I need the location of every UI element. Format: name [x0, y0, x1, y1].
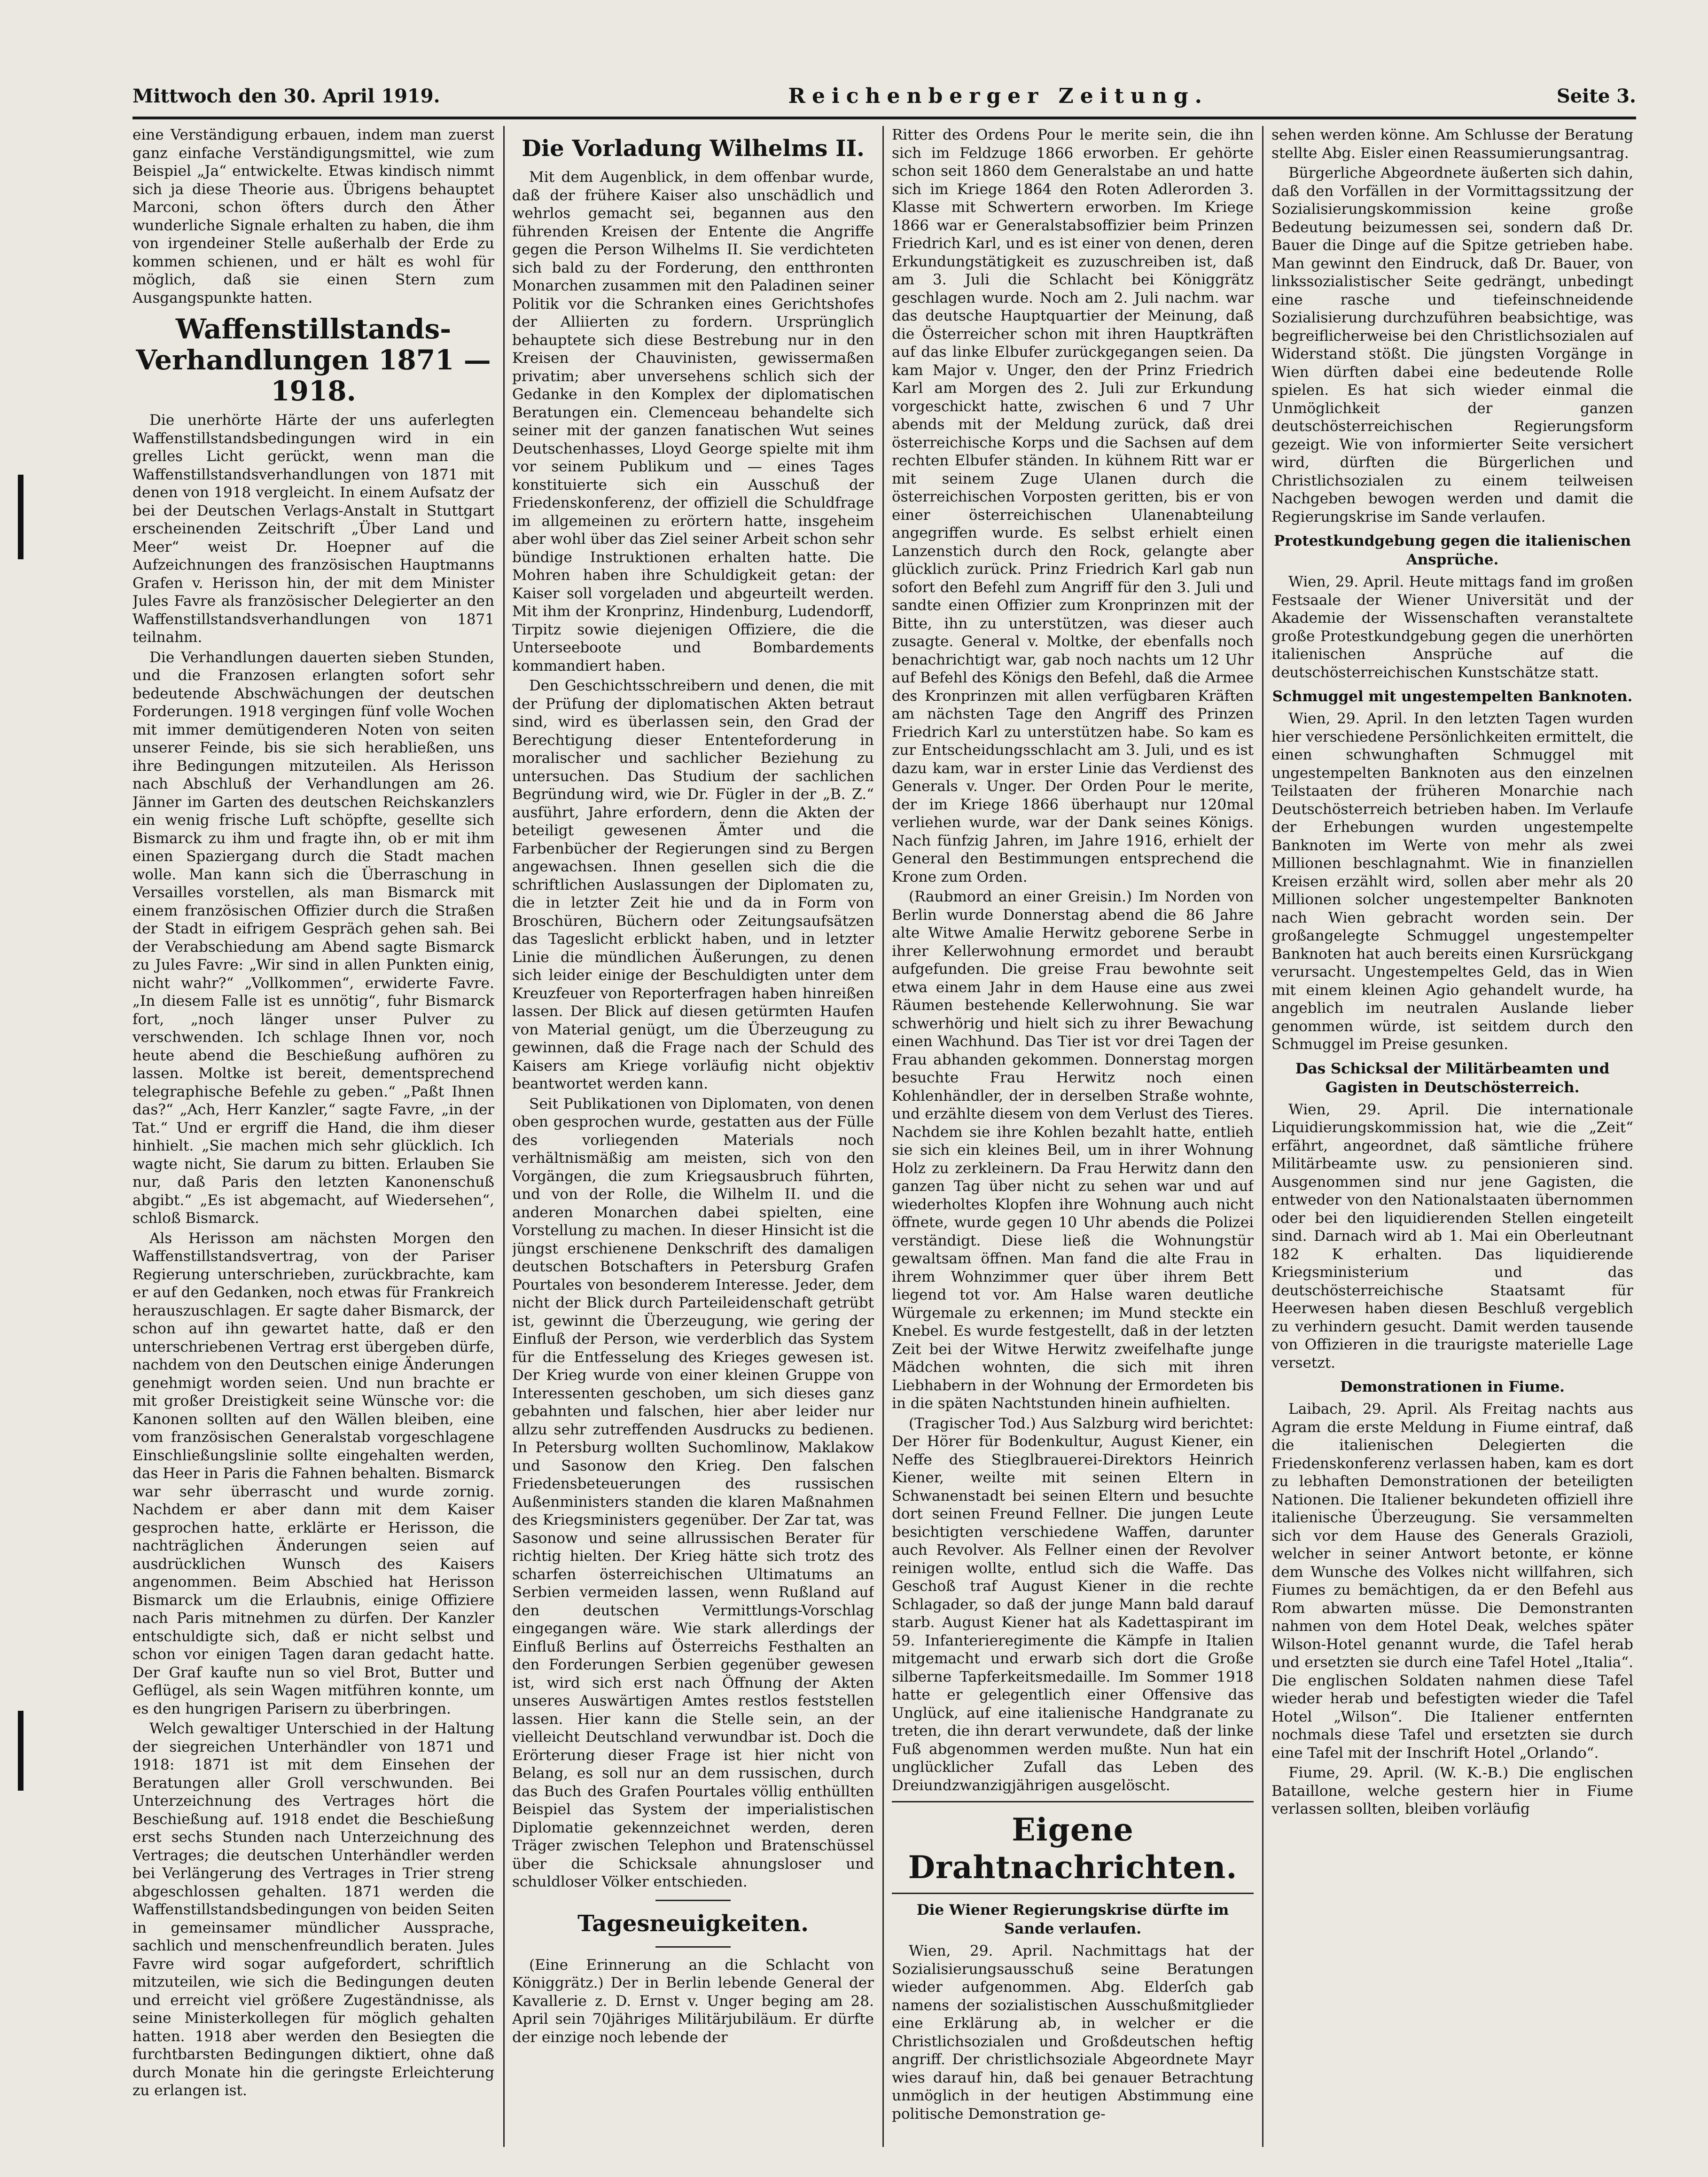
page-header — [133, 79, 1636, 113]
column-rule — [1262, 126, 1263, 2147]
article-subheading: Das Schicksal der Militärbeamten und Gagisten in Deutschösterreich. — [1295, 1060, 1610, 1096]
paragraph: Wien, 29. April. Heute mittags fand im großen Festsaale der Wiener Universität und der Akademie der Wissenschaften veranstaltete große Protestkundgebung gegen die unerhörten italienischen Ansprüche auf die deutschösterreichischen Kunstschätze statt. — [1271, 573, 1633, 681]
section-heading: Eigene Drahtnachrichten. — [908, 1811, 1238, 1886]
masthead: Reichenberger Zeitung. — [788, 84, 1209, 108]
article-heading: Die Vorladung Wilhelms II. — [522, 135, 865, 162]
article-subheading: Die Wiener Regierungskrise dürfte im Sande verlaufen. — [916, 1902, 1229, 1937]
article-subheading: Demonstrationen in Fiume. — [1340, 1378, 1565, 1395]
paragraph: Seit Publikationen von Diplomaten, von denen oben gesprochen wurde, gestatten aus der Fülle des vorliegenden Materials noch verhältnismäßig am meisten, sich von den Vorgängen, die zum Kriegsausbruch führten, und von der Rolle, die Wilhelm II. und die anderen Monarchen dabei spielten, eine Vorstellung zu machen. In dieser Hinsicht ist die jüngst erschienene Denkschrift des damaligen deutschen Botschafters in Petersburg Grafen Pourtales von besonderem Interesse. Jeder, dem nicht der Blick durch Parteileidenschaft getrübt ist, gewinnt die Überzeugung, wie gering der Einfluß der Person, wie verderblich das System für die Entfesselung des Krieges gewesen ist. Der Krieg wurde von einer kleinen Gruppe von Interessenten geschoben, um sich dieses ganz gebahnten und falschen, hier aber leider nur allzu sehr zutreffenden Ausdrucks zu bedienen. In Petersburg wollten Suchomlinow, Maklakow und Sasonow den Krieg. Den falschen Friedensbeteuerungen des russischen Außenministers standen die klaren Maßnahmen des Kriegsministers gegenüber. Der Zar tat, was Sasonow und seine allrussischen Berater für richtig hielten. Der Krieg hätte sich trotz des scharfen österreichischen Ultimatums an Serbien vermeiden lassen, wenn Rußland auf den deutschen Vermittlungs-Vorschlag eingegangen wäre. Wie stark allerdings der Einfluß Berlins auf Österreichs Festhalten an den Forderungen Serbien gegenüber gewesen ist, wird sich erst nach Öffnung der Akten unseres Auswärtigen Amtes restlos feststellen lassen. Hier kann die Stelle sein, an der vielleicht Deutschland verwundbar ist. Doch die Erörterung dieser Frage ist hier nicht von Belang, es soll nur an dem russischen, durch das Buch des Grafen Pourtales völlig enthüllten Beispiel das System der imperialistischen Diplomatie gekennzeichnet werden, deren Träger zwischen Telephon und Bratenschüssel über die Schicksale ahnungsloser und schuldloser Völker entschieden. — [512, 1095, 874, 1890]
column-3 — [892, 126, 1254, 2147]
column-2 — [512, 126, 874, 2147]
article-subheading: Schmuggel mit ungestempelten Banknoten. — [1272, 688, 1633, 705]
paragraph: Welch gewaltiger Unterschied in der Haltung der siegreichen Unterhändler von 1871 und 1918: 1871 ist mit dem Einsehen der Beratungen aller Groll verschwunden. Bei Unterzeichnung des Vertrages hört die Beschießung auf. 1918 endet die Beschießung erst sechs Stunden nach Unterzeichnung des Vertrages; die deutschen Unterhändler werden bei Verlängerung des Vertrages in Trier streng abgeschlossen gehalten. 1871 werden die Waffenstillstandsbedingungen von beiden Seiten in gemeinsamer mündlicher Aussprache, sachlich und menschenfreundlich beraten. Jules Favre wird sogar aufgefordert, schriftlich mitzuteilen, wie sich die Bedingungen deuten und erreicht viel größere Zugeständnisse, als seine Ministerkollegen für möglich gehalten hatten. 1918 aber werden den Besiegten die furchtbarsten Bedingungen diktiert, ohne daß durch Monate hin die geringste Erleichterung zu erlangen ist. — [133, 1720, 494, 2099]
paragraph: Bürgerliche Abgeordnete äußerten sich dahin, daß den Vorfällen in der Vormittagssitzung der Sozialisierungskommission keine große Bedeutung beizumessen sei, sondern daß Dr. Bauer die Dinge auf die Spitze getrieben habe. Man gewinnt den Eindruck, daß Dr. Bauer, von linkssozialistischer Seite gedrängt, unbedingt eine rasche und tiefeinschneidende Sozialisierung durchzuführen beabsichtige, was begreiflicherweise bei den Christlichsozialen auf Widerstand stößt. Die jüngsten Vorgänge in Wien dürften dabei eine bedeutende Rolle spielen. Es hat sich wieder einmal die Unmöglichkeit der ganzen deutschösterreichischen Regierungsform gezeigt. Wie von informierter Seite versichert wird, dürften die Bürgerlichen und Christlichsozialen zu einem teilweisen Nachgeben bewogen werden und damit die Regierungskrise im Sande verlaufen. — [1271, 164, 1633, 525]
paragraph: Mit dem Augenblick, in dem offenbar wurde, daß der frühere Kaiser also unschädlich und wehrlos gemacht sei, begannen aus den führenden Kreisen der Entente die Angriffe gegen die Person Wilhelms II. Sie verdichteten sich bald zu der Forderung, den entthronten Monarchen zusammen mit den Paladinen seiner Politik vor die Schranken eines Gerichtshofes der Alliierten zu fordern. Ursprünglich behauptete sich diese Bestrebung nur in den Kreisen der Chauvinisten, gewissermaßen privatim; aber unversehens schlich sich der Gedanke in den Komplex der diplomatischen Beratungen ein. Clemenceau behandelte sich seiner mit der ganzen fanatischen Wut seines Deutschenhasses, Lloyd George spielte mit ihm vor seinem Publikum und — eines Tages konstituierte sich ein Ausschuß der Friedenskonferenz, der offiziell die Schuldfrage im allgemeinen zu erörtern hatte, insgeheim aber wohl über das Ziel seiner Arbeit schon sehr bündige Instruktionen erhalten hatte. Die Mohren haben ihre Schuldigkeit getan: der Kaiser soll vorgeladen und abgeurteilt werden. Mit ihm der Kronprinz, Hindenburg, Ludendorff, Tirpitz sowie diejenigen Offiziere, die die Unterseeboote und Bombardements kommandiert haben. — [512, 169, 874, 674]
paragraph: (Eine Erinnerung an die Schlacht von Königgrätz.) Der in Berlin lebende General der Kavallerie z. D. Ernst v. Unger beging am 28. April sein 70jähriges Militärjubiläum. Er dürfte der einzige noch lebende der — [512, 1956, 874, 2046]
article-subheading: Protestkundgebung gegen die italienischen Ansprüche. — [1274, 533, 1631, 568]
paragraph: (Tragischer Tod.) Aus Salzburg wird berichtet: Der Hörer für Bodenkultur, August Kiener, ein Neffe des Stieglbrauerei-Direktors Heinrich Kiener, weilte mit seinen Eltern in Schwanenstadt bei seinen Eltern und besuchte dort seinen Freund Fellner. Die jungen Leute besichtigten verschiedene Waffen, darunter auch Revolver. Als Fellner einen der Revolver reinigen wollte, entlud sich die Waffe. Das Geschoß traf August Kiener in die rechte Schlagader, so daß der junge Mann bald darauf starb. August Kiener hat als Kadettaspirant im 59. Infanterieregimente die Kämpfe in Italien mitgemacht und erwarb sich dort die Große silberne Tapferkeitsmedaille. Im Sommer 1918 hatte er gelegentlich einer Offensive das Unglück, auf eine italienische Handgranate zu treten, die ihn derart verwundete, daß der linke Fuß abgenommen werden mußte. Nun hat ein unglücklicher Zufall das Leben des Dreiundzwanzigjährigen ausgelöscht. — [892, 1415, 1254, 1794]
column-4 — [1271, 126, 1633, 2147]
margin-mark — [18, 1711, 23, 1791]
paragraph: Wien, 29. April. In den letzten Tagen wurden hier verschiedene Persönlichkeiten ermittelt, die einen schwunghaften Schmuggel mit ungestempelten Banknoten aus den einzelnen Teilstaaten der früheren Monarchie nach Deutschösterreich betrieben haben. Im Verlaufe der Erhebungen wurden ungestempelte Banknoten im Werte von mehr als zwei Millionen beschlagnahmt. Wie in finanziellen Kreisen erzählt wird, sollen aber mehr als 20 Millionen solcher ungestempelter Banknoten nach Wien gebracht worden sein. Der großangelegte Schmuggel ungestempelter Banknoten hat auch bereits einen Kursrückgang verursacht. Ungestempeltes Geld, das in Wien mit einem kleinen Agio gehandelt wurde, ha angeblich im neutralen Auslande lieber genommen würde, ist seitdem durch den Schmuggel im Preise gesunken. — [1271, 710, 1633, 1053]
column-rule — [503, 126, 505, 2147]
issue-date: Mittwoch den 30. April 1919. — [133, 85, 440, 107]
section-divider — [655, 1900, 731, 1901]
paragraph: Als Herisson am nächsten Morgen den Waffenstillstandsvertrag, von der Pariser Regierung unterschrieben, zurückbrachte, kam er auf den Gedanken, noch etwas für Frankreich herauszuschlagen. Er sagte daher Bismarck, der schon auf ihn gewartet hatte, daß er den unterschriebenen Vertrag erst übergeben dürfe, nachdem von den Deutschen einige Änderungen genehmigt worden seien. Und nun brachte er mit großer Dreistigkeit seine Wünsche vor: die Kanonen sollten auf den Wällen bleiben, eine vom französischen Generalstab vorgeschlagene Einschließungslinie sollte eingehalten werden, das Heer in Paris die Fahnen behalten. Bismarck war sehr überrascht und wurde zornig. Nachdem er aber dann mit dem Kaiser gesprochen hatte, erklärte er Herisson, die nachträglichen Änderungen seien auf ausdrücklichen Wunsch des Kaisers angenommen. Beim Abschied hat Herisson Bismarck um die Erlaubnis, einige Offiziere nach Paris mitnehmen zu dürfen. Der Kanzler entschuldigte sich, daß er nicht selbst und schon vor einigen Tagen daran gedacht hatte. Der Graf kaufte nun so viel Brot, Butter und Geflügel, als sein Wagen mitführen konnte, um es den hungrigen Parisern zu überbringen. — [133, 1229, 494, 1717]
paragraph: Den Geschichtsschreibern und denen, die mit der Prüfung der diplomatischen Akten betraut sind, wird es überlassen sein, den Grad der Berechtigung dieser Ententeforderung in moralischer und sachlicher Beziehung zu untersuchen. Das Studium der sachlichen Begründung wird, wie Dr. Fügler in der „B. Z.“ ausführt, Jahre erfordern, denn die Akten der beteiligt gewesenen Ämter und die Farbenbücher der Regierungen sind zu Bergen angewachsen. Ihnen gesellen sich die die schriftlichen Auslassungen der Diplomaten zu, die in letzter Zeit hie und da in Form von Broschüren, Büchern oder Zeitungsaufsätzen das Tageslicht erblickt haben, und in letzter Linie die mündlichen Äußerungen, zu denen sich leider einige der Beschuldigten unter dem Kreuzfeuer von Reporterfragen haben hinreißen lassen. Der Blick auf diesen getürmten Haufen von Material genügt, um die Überzeugung zu gewinnen, daß die Frage nach der Schuld des Kaisers am Kriege vorläufig nicht objektiv beantwortet werden kann. — [512, 677, 874, 1092]
column-1 — [133, 126, 494, 2147]
margin-mark — [18, 475, 23, 559]
paragraph: Wien, 29. April. Nachmittags hat der Sozialisierungsausschuß seine Beratungen wieder aufgenommen. Abg. Elderſch gab namens der sozialistischen Ausschußmitglieder eine Erklärung ab, in welcher er die Christlichsozialen und Großdeutschen heftig angriff. Der christlichsoziale Abgeordnete Mayr wies darauf hin, daß bei genauer Betrachtung unmöglich in der heutigen Abstimmung eine politische Demonstration ge- — [892, 1942, 1254, 2122]
continued-paragraph: Ritter des Ordens Pour le merite sein, die ihn sich im Feldzuge 1866 erworben. Er gehörte schon seit 1860 dem Generalstabe an und hatte sich im Kriege 1864 den Roten Adlerorden 3. Klasse mit Schwertern erworben. Im Kriege 1866 war er Generalstabsoffizier beim Prinzen Friedrich Karl, und es ist einer von denen, deren Erkundungstätigkeit es zuzuschreiben ist, daß am 3. Juli die Schlacht bei Königgrätz geschlagen wurde. Noch am 2. Juli nachm. war das deutsche Hauptquartier der Meinung, daß die Österreicher schon mit ihren Hauptkräften auf das linke Elbufer zurückgegangen seien. Da kam Major v. Unger, den der Prinz Friedrich Karl am Morgen des 2. Juli zur Erkundung vorgeschickt hatte, zwischen 6 und 7 Uhr abends mit der Meldung zurück, daß drei österreichische Korps und die Sachsen auf dem rechten Elbufer ständen. In kühnem Ritt war er mit seinem Zuge Ulanen durch die österreichischen Vorposten geritten, bis er von einer österreichischen Ulanenabteilung angegriffen wurde. Es selbst erhielt einen Lanzenstich durch den Rock, gelangte aber glücklich zurück. Prinz Friedrich Karl gab nun sofort den Befehl zum Angriff für den 3. Juli und sandte einen Offizier zum Kronprinzen mit der Bitte, ihn zu unterstützen, was dieser auch zusagte. General v. Moltke, der ebenfalls noch benachrichtigt war, gab noch nachts um 12 Uhr auf Befehl des Königs den Befehl, daß die Armee des Kronprinzen mit allen verfügbaren Kräften am nächsten Tage den Angriff des Prinzen Friedrich Karl zu unterstützen habe. So kam es zur Entscheidungsschlacht am 3. Juli, und es ist dazu kam, war in erster Linie das Verdienst des Generals v. Unger. Der Orden Pour le merite, der im Kriege 1866 überhaupt nur 120mal verliehen wurde, war der Dank seines Königs. Nach fünfzig Jahren, im Jahre 1916, erhielt der General den Bestimmungen entsprechend die Krone zum Orden. — [892, 126, 1254, 885]
paragraph: Wien, 29. April. Die internationale Liquidierungskommission hat, wie die „Zeit“ erfährt, angeordnet, daß sämtliche frühere Militärbeamte usw. zu pensionieren sind. Ausgenommen sind nur jene Gagisten, die entweder von den Nationalstaaten übernommen oder bei den liquidierenden Stellen eingeteilt sind. Darnach wird ab 1. Mai ein Oberleutnant 182 K erhalten. Das liquidierende Kriegsministerium und das deutschösterreichische Staatsamt für Heerwesen haben diesen Beschluß vergeblich zu verhindern gesucht. Damit werden tausende von Offizieren in die traurigste materielle Lage versetzt. — [1271, 1101, 1633, 1371]
page-number: Seite 3. — [1556, 85, 1636, 107]
paragraph: Die unerhörte Härte der uns auferlegten Waffenstillstandsbedingungen wird in ein grelles Licht gerückt, wenn man die Waffenstillstandsverhandlungen von 1871 mit denen von 1918 vergleicht. In einem Aufsatz der bei der Deutschen Verlags-Anstalt in Stuttgart erscheinenden Zeitschrift „Über Land und Meer“ weist Dr. Hoepner auf die Aufzeichnungen des französischen Hauptmanns Grafen v. Herisson hin, der mit dem Minister Jules Favre als französischer Delegierter an den Waffenstillstandsverhandlungen von 1871 teilnahm. — [133, 412, 494, 646]
column-rule — [882, 126, 884, 2147]
paragraph: (Raubmord an einer Greisin.) Im Norden von Berlin wurde Donnerstag abend die 86 Jahre alte Witwe Amalie Herwitz geborene Serbe in ihrer Kellerwohnung ermordet und beraubt aufgefunden. Die greise Frau bewohnte seit etwa einem Jahr in dem Hause eine aus zwei Räumen bestehende Kellerwohnung. Sie war schwerhörig und hielt sich zu ihrer Bewachung einen Wachhund. Das Tier ist vor drei Tagen der Frau abhanden gekommen. Donnerstag morgen besuchte Frau Herwitz noch einen Kohlenhändler, der in derselben Straße wohnte, und erzählte diesem von dem Verlust des Tieres. Nachdem sie ihre Kohlen bezahlt hatte, entlieh sie sich ein kleines Beil, um in ihrer Wohnung Holz zu zerkleinern. Da Frau Herwitz dann den ganzen Tag über nicht zu sehen war und auf wiederholtes Klopfen ihre Wohnung auch nicht öffnete, wurde gegen 10 Uhr abends die Polizei verständigt. Diese ließ die Wohnungstür gewaltsam öffnen. Man fand die alte Frau in ihrem Wohnzimmer quer über ihrem Bett liegend tot vor. Am Halse waren deutliche Würgemale zu erkennen; im Mund steckte ein Knebel. Es wurde festgestellt, daß in der letzten Zeit bei der Witwe Herwitz zweifelhafte junge Mädchen wohnten, die sich mit ihren Liebhabern in der Wohnung der Ermordeten bis in die späten Nachtstunden hinein aufhielten. — [892, 888, 1254, 1412]
section-heading: Tagesneuigkeiten. — [577, 1910, 809, 1937]
paragraph: Die Verhandlungen dauerten sieben Stunden, und die Franzosen erlangten sofort sehr bedeutende Abschwächungen der deutschen Forderungen. 1918 vergingen fünf volle Wochen mit immer demütigenderen Noten von seiten unserer Feinde, bis sie sich herabließen, uns ihre Bedingungen mitzuteilen. Als Herisson nach Abschluß der Verhandlungen am 26. Jänner im Garten des deutschen Reichskanzlers ein wenig frische Luft schöpfte, gesellte sich Bismarck zu ihm und fragte ihn, ob er mit ihm einen Spaziergang durch die Stadt machen wolle. Man kann sich die Überraschung in Versailles vorstellen, als man Bismarck mit einem französischen Offizier durch die Straßen der Stadt in eifrigem Gespräch gehen sah. Bei der Verabschiedung am Abend sagte Bismarck zu Jules Favre: „Wir sind in allen Punkten einig, nicht wahr?“ „Vollkommen“, erwiderte Favre. „In diesem Falle ist es unnötig“, fuhr Bismarck fort, „noch länger unser Pulver zu verschwenden. Ich schlage Ihnen vor, noch heute abend die Beschießung aufhören zu lassen. Moltke ist bereit, dementsprechend telegraphische Befehle zu geben.“ „Paßt Ihnen das?“ „Ach, Herr Kanzler,“ sagte Favre, „in der Tat.“ Und er ergriff die Hand, die ihm dieser hinhielt. „Sie machen mich sehr glücklich. Ich wagte nicht, Sie darum zu bitten. Erlauben Sie nur, daß Paris den letzten Kanonenschuß abgibt.“ „Es ist abgemacht, auf Wiedersehen“, schloß Bismarck. — [133, 649, 494, 1227]
article-heading: Waffenstillstands-Verhandlungen 1871 — 1918. — [136, 313, 491, 407]
section-divider — [892, 1893, 1254, 1894]
paragraph: Laibach, 29. April. Als Freitag nachts aus Agram die erste Meldung in Fiume eintraf, daß die italienischen Delegierten die Friedenskonferenz verlassen haben, kam es dort zu lebhaften Demonstrationen der beteiligten Nationen. Die Italiener bekundeten offiziell ihre italienische Überzeugung. Sie versammelten sich vor dem Hause des Generals Grazioli, welcher in seiner Antwort betonte, er könne dem Wunsche des Volkes nicht willfahren, sich Fiumes zu bemächtigen, da er den Befehl aus Rom abwarten müsse. Die Demonstranten nahmen von dem Hotel Deak, welches später Wilson-Hotel genannt wurde, die Tafel herab und ersetzten sie durch eine Tafel Hotel „Italia“. Die englischen Soldaten nahmen diese Tafel wieder herab und befestigten wieder die Tafel Hotel „Wilson“. Die Italiener entfernten nochmals diese Tafel und ersetzten sie durch eine Tafel mit der Inschrift Hotel „Orlando“. — [1271, 1401, 1633, 1762]
paragraph: Fiume, 29. April. (W. K.-B.) Die englischen Bataillone, welche gestern hier in Fiume verlassen sollten, bleiben vorläufig — [1271, 1764, 1633, 1817]
section-divider — [655, 1946, 731, 1948]
continued-paragraph: eine Verständigung erbauen, indem man zuerst ganz einfache Verständigungsmittel, wie zum Beispiel „Ja“ entwickelte. Etwas kindisch nimmt sich ja diese Theorie aus. Übrigens behauptet Marconi, schon öfters durch den Äther wunderliche Signale erhalten zu haben, die ihm von irgendeiner Stelle außerhalb der Erde zu kommen schienen, und er hält es wohl für möglich, daß sie einen Stern zum Ausgangspunkte hatten. — [133, 126, 494, 306]
header-rule — [133, 117, 1636, 119]
continued-paragraph: sehen werden könne. Am Schlusse der Beratung stellte Abg. Eisler einen Reassumierungsantrag. — [1271, 126, 1633, 162]
section-divider — [892, 1801, 1254, 1802]
